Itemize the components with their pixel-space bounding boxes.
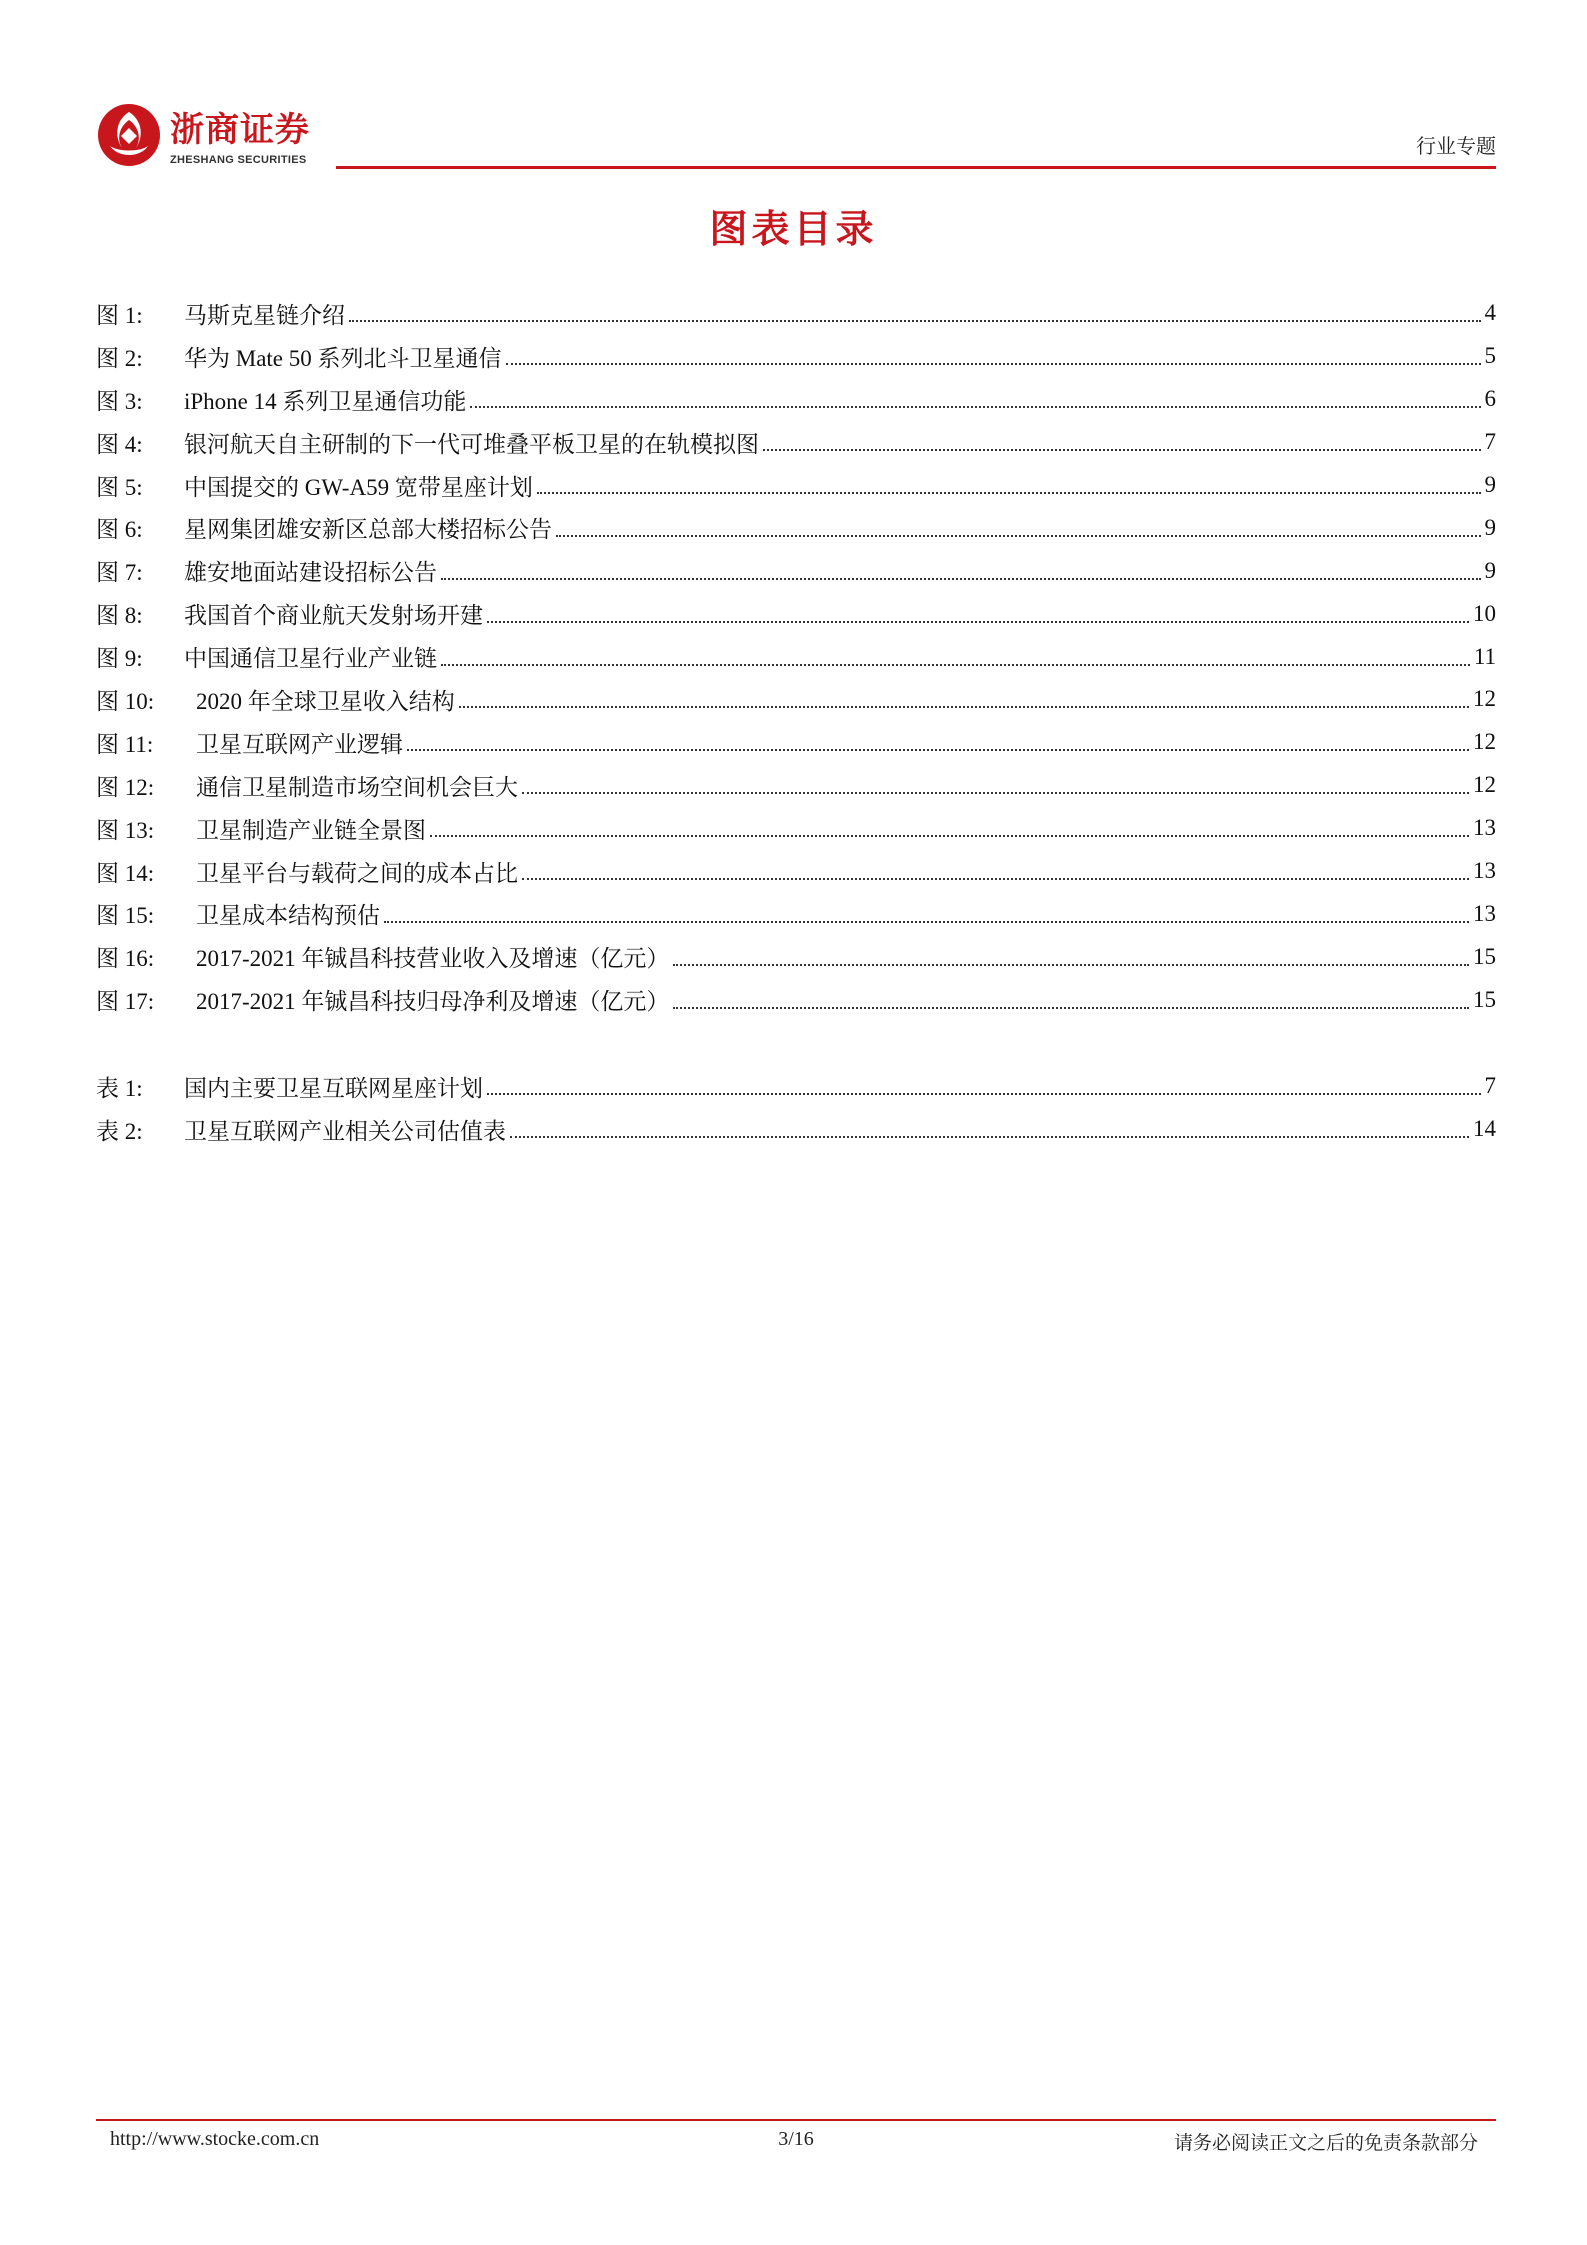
toc-page-number: 12 — [1473, 729, 1496, 755]
toc-leader-dots — [487, 1093, 1481, 1095]
zheshang-logo — [96, 96, 356, 176]
toc-label: 图 2: — [96, 345, 143, 371]
toc-page-number: 7 — [1484, 1073, 1496, 1099]
toc-label: 图 3: — [96, 388, 143, 414]
toc-row-figure-6[interactable] — [96, 506, 1496, 549]
toc-row-figure-8[interactable] — [96, 592, 1496, 635]
toc-page-number: 11 — [1473, 643, 1496, 669]
toc-label: 表 1: — [96, 1075, 143, 1101]
toc-page-number: 7 — [1484, 429, 1496, 455]
toc-leader-dots — [384, 921, 1469, 923]
toc-row-figure-1[interactable] — [96, 292, 1496, 335]
toc-label: 图 5: — [96, 474, 143, 500]
toc-row-figure-3[interactable] — [96, 378, 1496, 421]
toc-leader-dots — [506, 363, 1481, 365]
toc-leader-dots — [537, 492, 1481, 494]
toc-page-number: 12 — [1473, 686, 1496, 712]
toc-page-number: 9 — [1484, 557, 1496, 583]
footer-url-link[interactable]: http://www.stocke.com.cn — [110, 2128, 320, 2150]
logo-subtext: ZHESHANG SECURITIES — [170, 154, 307, 166]
toc-row-table-2[interactable] — [96, 1108, 1496, 1151]
toc-label: 图 7: — [96, 560, 143, 586]
toc-title: 雄安地面站建设招标公告 — [184, 560, 437, 586]
toc-leader-dots — [487, 621, 1469, 623]
toc-row-figure-7[interactable] — [96, 549, 1496, 592]
toc-label: 图 16: — [96, 946, 155, 972]
toc-page-number: 14 — [1473, 1116, 1496, 1142]
toc-row-figure-2[interactable] — [96, 335, 1496, 378]
toc-row-figure-11[interactable] — [96, 721, 1496, 764]
toc-title: iPhone 14 系列卫星通信功能 — [184, 388, 467, 414]
toc-leader-dots — [522, 792, 1469, 794]
toc-leader-dots — [430, 835, 1469, 837]
toc-title: 中国通信卫星行业产业链 — [184, 646, 437, 672]
zheshang-logo-icon — [96, 102, 162, 168]
toc-label: 图 15: — [96, 903, 155, 929]
toc-page-number: 6 — [1484, 386, 1496, 412]
toc-leader-dots — [407, 749, 1469, 751]
toc-label: 图 10: — [96, 688, 155, 714]
toc-page-number: 15 — [1473, 986, 1496, 1012]
toc-leader-dots — [763, 449, 1481, 451]
toc-label: 图 4: — [96, 431, 143, 457]
toc-row-figure-15[interactable] — [96, 892, 1496, 935]
toc-leader-dots — [470, 406, 1480, 408]
toc-label: 图 6: — [96, 517, 143, 543]
header-divider — [336, 166, 1496, 169]
toc-page-number: 12 — [1473, 772, 1496, 798]
toc-label: 图 11: — [96, 731, 154, 757]
toc-page-number: 13 — [1473, 900, 1496, 926]
toc-page-number: 9 — [1484, 472, 1496, 497]
toc-leader-dots — [510, 1136, 1469, 1138]
toc-leader-dots — [673, 1007, 1469, 1009]
toc-leader-dots — [673, 964, 1469, 966]
toc-title: 国内主要卫星互联网星座计划 — [184, 1075, 483, 1101]
toc-title: 通信卫星制造市场空间机会巨大 — [196, 774, 518, 800]
toc-leader-dots — [556, 535, 1481, 537]
toc-label: 图 9: — [96, 646, 143, 672]
toc-title: 卫星平台与载荷之间的成本占比 — [196, 860, 518, 886]
toc-title: 银河航天自主研制的下一代可堆叠平板卫星的在轨模拟图 — [184, 431, 759, 457]
toc-title: 中国提交的 GW-A59 宽带星座计划 — [184, 474, 533, 500]
toc-title: 我国首个商业航天发射场开建 — [184, 603, 483, 629]
toc-row-figure-5[interactable] — [96, 464, 1496, 507]
toc-label: 图 13: — [96, 817, 155, 843]
toc-title: 2017-2021 年铖昌科技营业收入及增速（亿元） — [196, 946, 670, 972]
table-list — [96, 1065, 1496, 1151]
toc-label: 图 17: — [96, 989, 155, 1015]
toc-leader-dots — [459, 706, 1469, 708]
toc-page-number: 5 — [1484, 343, 1496, 369]
toc-row-figure-4[interactable] — [96, 421, 1496, 464]
toc-title: 2020 年全球卫星收入结构 — [196, 688, 455, 714]
toc-leader-dots — [522, 878, 1469, 880]
toc-title: 卫星成本结构预估 — [196, 903, 380, 929]
toc-label: 图 14: — [96, 860, 155, 886]
toc-page-number: 15 — [1473, 943, 1496, 969]
toc-row-figure-16[interactable] — [96, 935, 1496, 978]
toc-label: 图 12: — [96, 774, 155, 800]
page-indicator: 3/16 — [778, 2128, 814, 2150]
figure-list — [96, 292, 1496, 1021]
toc-row-figure-9[interactable] — [96, 635, 1496, 678]
toc-title: 马斯克星链介绍 — [184, 302, 345, 328]
category-tag: 行业专题 — [1416, 134, 1496, 158]
toc-row-figure-12[interactable] — [96, 764, 1496, 807]
toc-page-number: 9 — [1484, 514, 1496, 540]
toc-label: 图 8: — [96, 603, 143, 629]
toc-title: 星网集团雄安新区总部大楼招标公告 — [184, 517, 552, 543]
toc-row-table-1[interactable] — [96, 1065, 1496, 1108]
toc-label: 图 1: — [96, 302, 143, 328]
footer-disclaimer: 请务必阅读正文之后的免责条款部分 — [1173, 2132, 1478, 2154]
toc-row-figure-14[interactable] — [96, 850, 1496, 893]
toc-row-figure-13[interactable] — [96, 807, 1496, 850]
toc-page-number: 4 — [1484, 300, 1496, 326]
toc-title: 华为 Mate 50 系列北斗卫星通信 — [184, 345, 502, 371]
toc-leader-dots — [441, 578, 1481, 580]
page-title: 图表目录 — [709, 207, 878, 251]
toc-leader-dots — [441, 664, 1470, 666]
toc-row-figure-10[interactable] — [96, 678, 1496, 721]
toc-title: 卫星互联网产业逻辑 — [196, 731, 403, 757]
toc-leader-dots — [349, 320, 1481, 322]
logo-text: 浙商证券 — [170, 110, 310, 150]
toc-title: 2017-2021 年铖昌科技归母净利及增速（亿元） — [196, 989, 670, 1015]
footer-divider — [96, 2119, 1496, 2121]
toc-page-number: 13 — [1473, 858, 1496, 884]
toc-title: 卫星制造产业链全景图 — [196, 817, 426, 843]
toc-page-number: 13 — [1473, 815, 1496, 841]
toc-title: 卫星互联网产业相关公司估值表 — [184, 1118, 506, 1144]
toc-row-figure-17[interactable] — [96, 978, 1496, 1021]
toc-label: 表 2: — [96, 1118, 143, 1144]
page-header — [96, 96, 1496, 176]
toc-page-number: 10 — [1473, 600, 1496, 626]
